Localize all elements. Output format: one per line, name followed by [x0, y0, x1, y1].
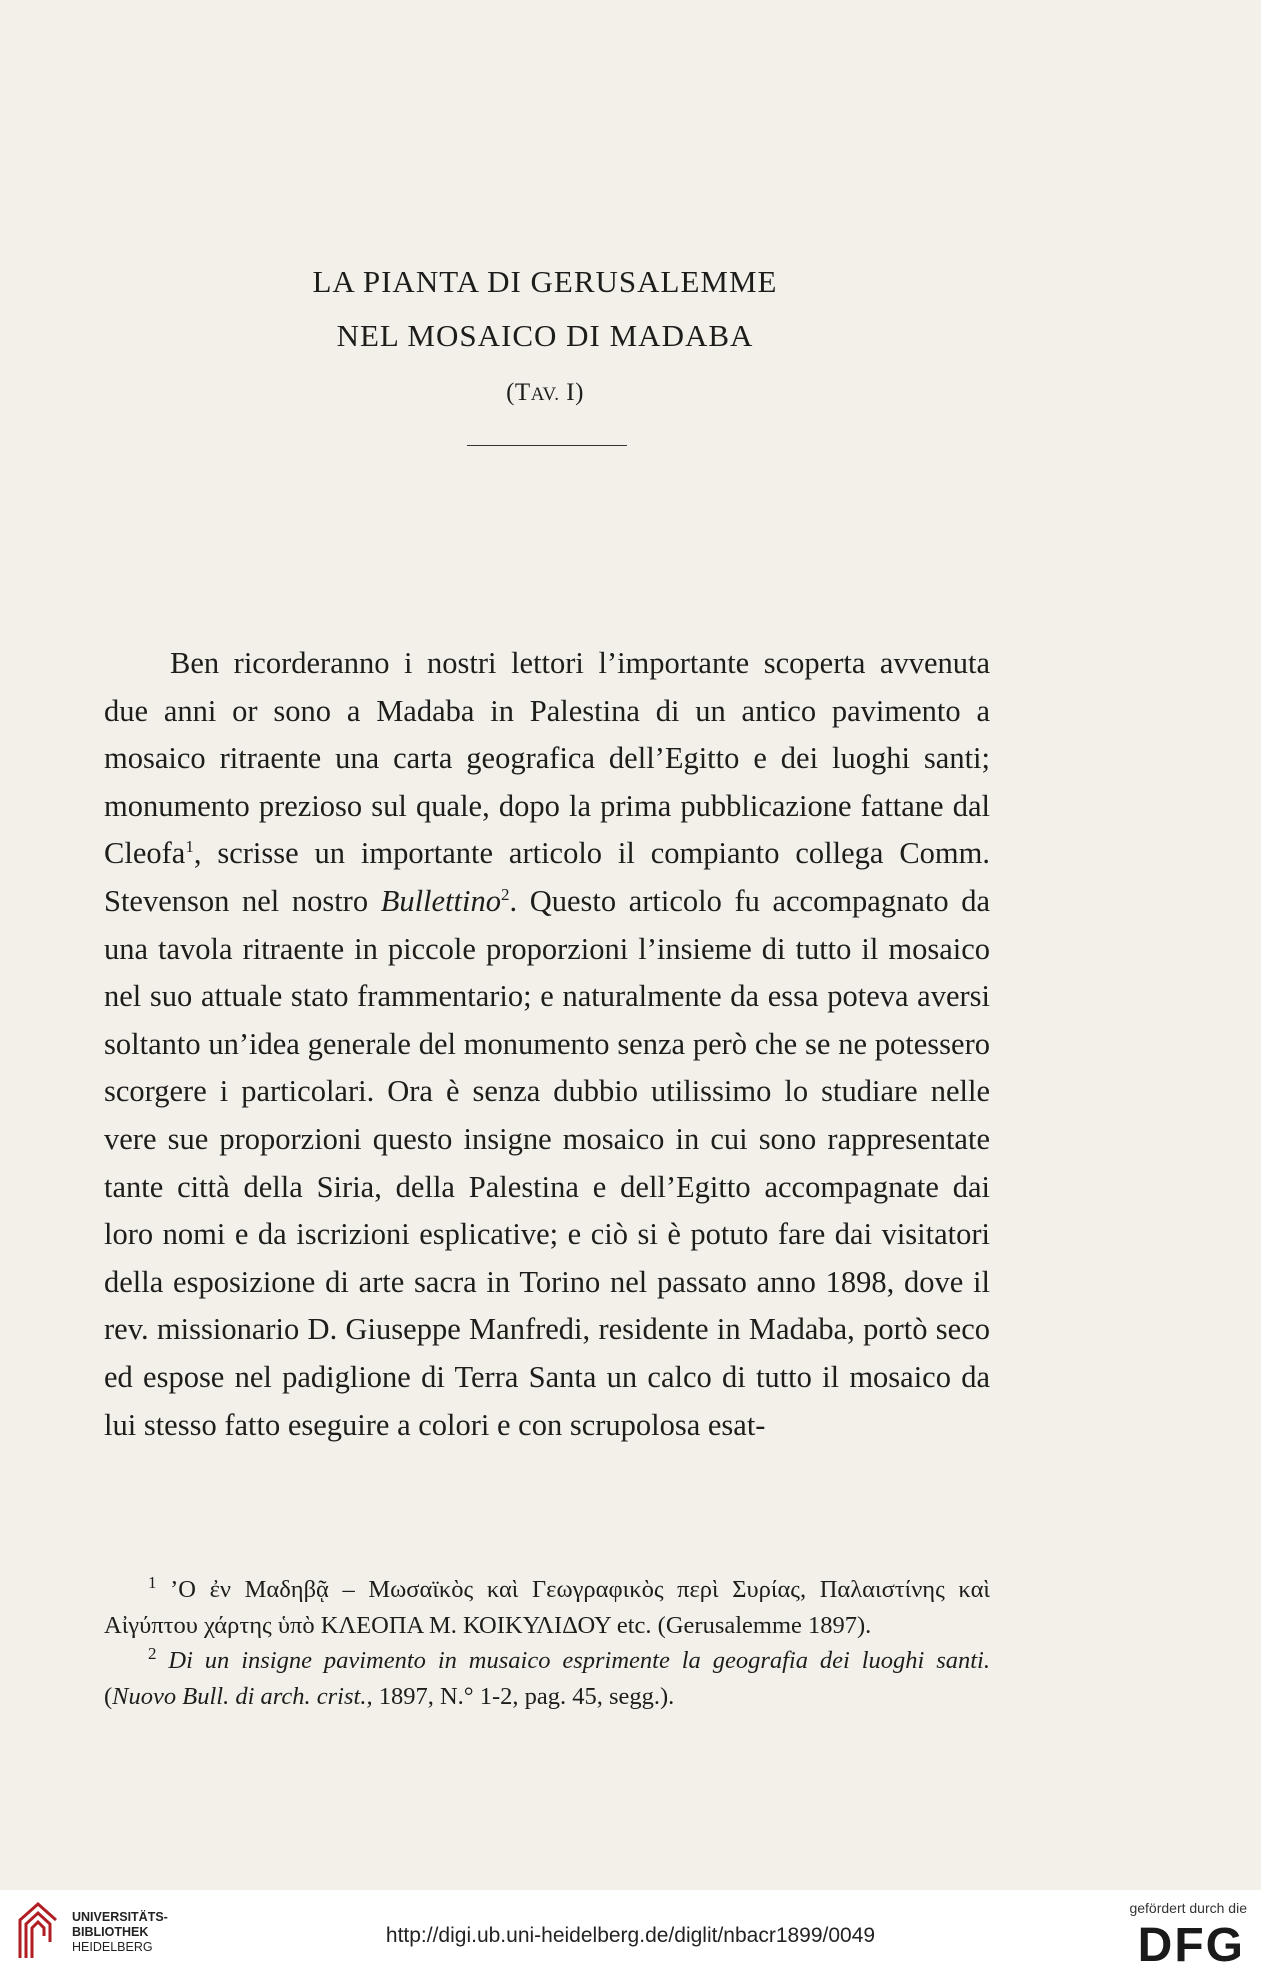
funding-note: gefördert durch die [1129, 1900, 1247, 1916]
article-title-line1: LA PIANTA DI GERUSALEMME [312, 264, 778, 299]
footnote-ref-1: 1 [185, 837, 194, 857]
permalink[interactable]: http://digi.ub.uni-heidelberg.de/diglit/nbacr1899/0049 [385, 1924, 876, 1947]
footnote-1: $^1$ ’Ο ἐν Μαδηβᾷ – Μωσαϊκὸς καὶ Γεωγραφικὸς περὶ Συρίας, Παλαιστίνης καὶ Αἰγύπτου χάρτης ὑπὸ ΚΛΕΟΠΑ Μ. ΚΟΙΚΥΛΙΔΟΥ etc. (Gerusalemme 1897). [104, 1572, 990, 1639]
plate-reference: (TAV. I) [506, 379, 584, 406]
body-paragraph: Ben ricorderanno i nostri lettori l’importante scoperta avvenuta due anni or sono a Madaba in Palestina di un antico pavimento a mosaico ritraente una carta geografica dell’Egitto e dei luoghi santi; monumento prezioso sul quale, dopo la prima pubblicazione fattane dal Cleofa$^1$, scrisse un importante articolo il compianto collega Comm. Stevenson nel nostro Bullettino$^2$. Questo articolo fu accompagnato da una tavola ritraente in piccole proporzioni l’insieme di tutto il mosaico nel suo attuale stato frammentario; e naturalmente da essa poteva aversi soltanto un’idea generale del monumento senza però che se ne potessero scorgere i particolari. Ora è senza dubbio utilissimo lo studiare nelle vere sue proporzioni questo insigne mosaico in cui sono rappresentate tante città della Siria, della Palestina e dell’Egitto accompagnate dai loro nomi e da iscrizioni esplicative; e ciò si è potuto fare dai visitatori della esposizione di arte sacra in Torino nel passato anno 1898, dove il rev. missionario D. Giuseppe Manfredi, residente in Madaba, portò seco ed espose nel padiglione di Terra Santa un calco di tutto il mosaico da lui stesso fatto eseguire a colori e con scrupolosa esat- [104, 646, 990, 1442]
title-rule [467, 445, 627, 446]
footnote-2: $^2$ Di un insigne pavimento in musaico esprimente la geografia dei luoghi santi. (Nuovo Bull. di arch. crist., 1897, N.° 1-2, pag. 45, segg.). [104, 1643, 990, 1710]
footnotes [104, 1572, 990, 1714]
library-name: UNIVERSITÄTS- BIBLIOTHEK HEIDELBERG [72, 1910, 168, 1954]
digitization-footer [0, 1890, 1261, 1982]
dfg-logo: DFG [1137, 1919, 1245, 1972]
footnote-ref-2: 2 [500, 884, 510, 904]
bullettino-title: Bullettino [380, 883, 501, 918]
article-title-line2: NEL MOSAICO DI MADABA [336, 318, 754, 353]
